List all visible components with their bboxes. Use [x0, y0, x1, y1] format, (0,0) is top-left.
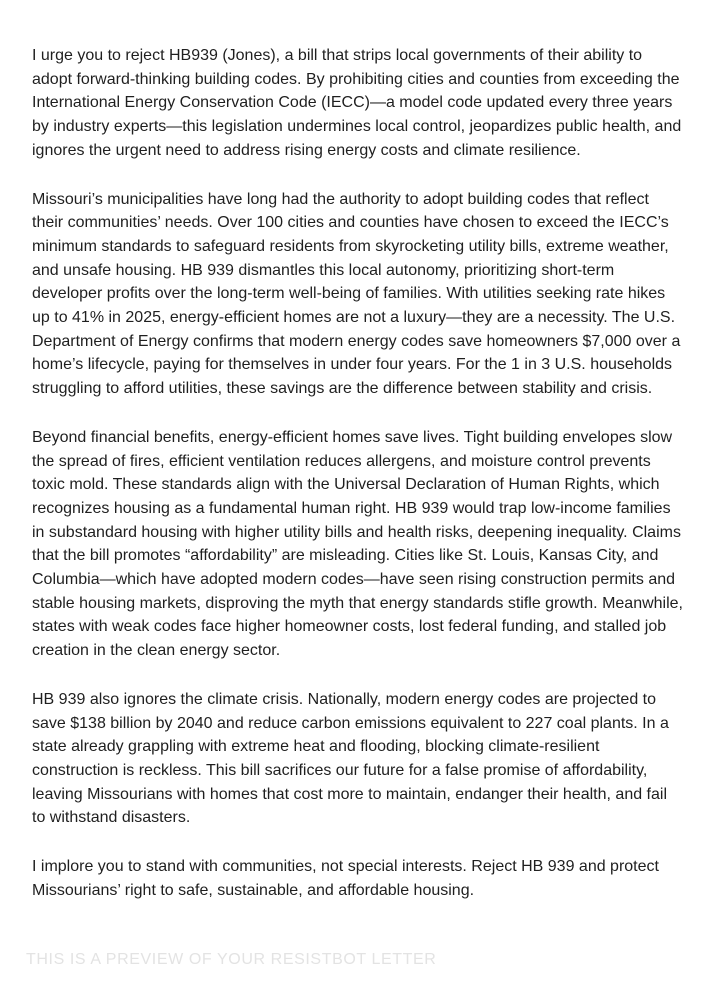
letter-paragraph-5: I implore you to stand with communities, not special interests. Reject HB 939 and protect Missourians’ right to safe, sustainable, and affordable housing. — [32, 858, 659, 899]
letter-paragraph-3: Beyond financial benefits, energy-efficient homes save lives. Tight building envelopes slow the spread of fires, efficient ventilation reduces allergens, and moisture control prevents toxic mold. These standards align with the Universal Declaration of Human Rights, which recognizes housing as a fundamental human right. HB 939 would trap low-income families in substandard housing with higher utility bills and health risks, deepening inequality. Claims that the bill promotes “affordability” are misleading. Cities like St. Louis, Kansas City, and Columbia—which have adopted modern codes—have seen rising construction permits and stable housing markets, disproving the myth that energy standards stifle growth. Meanwhile, states with weak codes face higher homeowner costs, lost federal funding, and stalled job creation in the clean energy sector. — [32, 428, 683, 660]
letter-paragraph-2: Missouri’s municipalities have long had the authority to adopt building codes that reflect their communities’ needs. Over 100 cities and counties have chosen to exceed the IECC’s minimum standards to safeguard residents from skyrocketing utility bills, extreme weather, and unsafe housing. HB 939 dismantles this local autonomy, prioritizing short-term developer profits over the long-term well-being of families. With utilities seeking rate hikes up to 41% in 2025, energy-efficient homes are not a luxury—they are a necessity. The U.S. Department of Energy confirms that modern energy codes save homeowners $7,000 over a home’s lifecycle, paying for themselves in under four years. For the 1 in 3 U.S. households struggling to afford utilities, these savings are the difference between stability and crisis. — [32, 190, 681, 398]
letter-paragraph-4: HB 939 also ignores the climate crisis. Nationally, modern energy codes are projected to save $138 billion by 2040 and reduce carbon emissions equivalent to 227 coal plants. In a state already grappling with extreme heat and flooding, blocking climate-resilient construction is reckless. This bill sacrifices our future for a false promise of affordability, leaving Missourians with homes that cost more to maintain, endanger their health, and fail to withstand disasters. — [32, 690, 669, 827]
preview-notice: THIS IS A PREVIEW OF YOUR RESISTBOT LETTER — [26, 951, 437, 968]
letter-body — [32, 44, 684, 928]
letter-paragraph-1: I urge you to reject HB939 (Jones), a bill that strips local governments of their ability to adopt forward-thinking building codes. By prohibiting cities and counties from exceeding the International Energy Conservation Code (IECC)—a model code updated every three years by industry experts—this legislation undermines local control, jeopardizes public health, and ignores the urgent need to address rising energy costs and climate resilience. — [32, 47, 682, 159]
